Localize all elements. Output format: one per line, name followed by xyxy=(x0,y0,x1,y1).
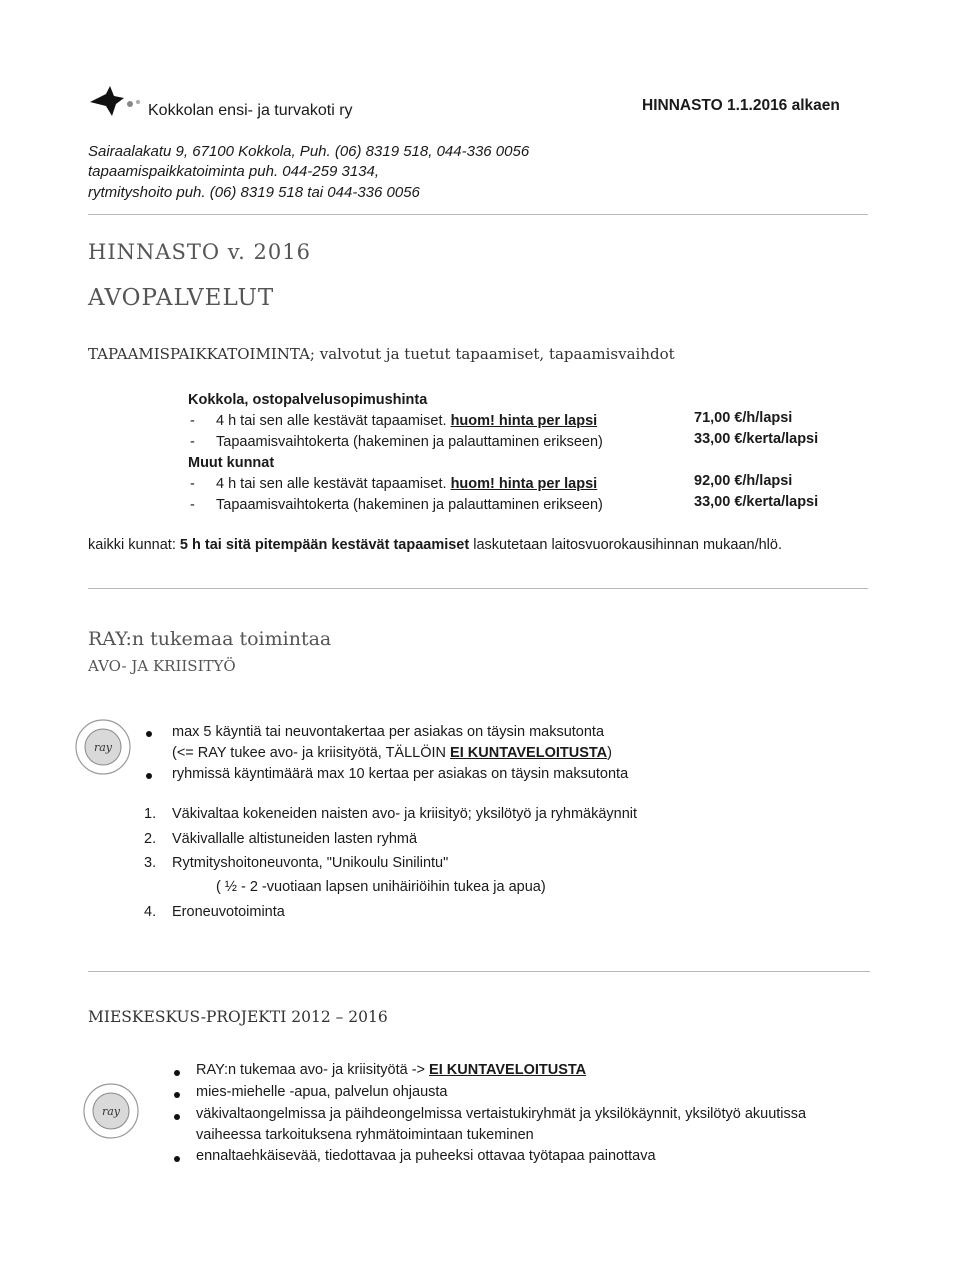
dash: - xyxy=(190,434,195,450)
logo xyxy=(88,84,148,120)
bullet xyxy=(174,1114,180,1120)
item-number: 1. xyxy=(144,806,157,822)
footer-prefix: kaikki kunnat: xyxy=(88,537,180,553)
ray-subheading: AVO- JA KRIISITYÖ xyxy=(88,657,236,675)
address-line-3: rytmityshoito puh. (06) 8319 518 tai 044-336 0056 xyxy=(88,184,420,201)
ray-bullet-1-line-1: max 5 käyntiä tai neuvontakertaa per asiakas on täysin maksutonta xyxy=(172,724,605,740)
price-3: 92,00 €/h/lapsi xyxy=(694,473,793,489)
dash: - xyxy=(190,497,195,513)
bullet xyxy=(174,1156,180,1162)
item-text: Eroneuvotoiminta xyxy=(172,904,285,920)
row-text: Tapaamisvaihtokerta (hakeminen ja palauttaminen erikseen) xyxy=(216,497,603,513)
item-text: Väkivallalle altistuneiden lasten ryhmä xyxy=(172,831,418,847)
ray-badge-icon xyxy=(74,718,132,776)
ray-badge-text: ray xyxy=(93,741,113,754)
row-text: 4 h tai sen alle kestävät tapaamiset. xyxy=(216,476,447,492)
footer-suffix: laskutetaan laitosvuorokausihinnan mukaan/hlö. xyxy=(469,537,782,553)
dash: - xyxy=(190,413,195,429)
line-suffix: ) xyxy=(607,745,612,761)
no-billing-emph: EI KUNTAVELOITUSTA xyxy=(429,1062,587,1078)
mies-bullet-2: mies-miehelle -apua, palvelun ohjausta xyxy=(196,1084,448,1100)
mies-bullet-1 xyxy=(196,1062,586,1078)
mies-bullet-4: ennaltaehkäisevää, tiedottavaa ja puheeksi ottavaa työtapaa painottava xyxy=(196,1148,656,1164)
bullet xyxy=(174,1070,180,1076)
bird-logo-icon xyxy=(88,84,148,120)
numbered-item-4 xyxy=(144,904,285,920)
address-line-2: tapaamispaikkatoiminta puh. 044-259 3134, xyxy=(88,163,380,180)
ray-badge-text: ray xyxy=(101,1105,121,1118)
tapaamis-row-2 xyxy=(190,434,603,450)
org-name: Kokkolan ensi- ja turvakoti ry xyxy=(148,102,353,119)
address-line-1: Sairaalakatu 9, 67100 Kokkola, Puh. (06) 8319 518, 044-336 0056 xyxy=(88,143,530,160)
ray-bullet-2: ryhmissä käyntimäärä max 10 kertaa per asiakas on täysin maksutonta xyxy=(172,766,629,782)
item-number: 2. xyxy=(144,831,157,847)
tapaamis-row-4 xyxy=(190,497,603,513)
footer-bold: 5 h tai sitä pitempään kestävät tapaamiset xyxy=(179,537,470,553)
line-prefix: (<= RAY tukee avo- ja kriisityötä, TÄLLÖIN xyxy=(172,745,451,761)
ray-bullet-1-line-2 xyxy=(172,745,612,761)
muut-kunnat-label: Muut kunnat xyxy=(188,455,275,471)
numbered-item-3 xyxy=(144,855,448,871)
divider xyxy=(88,588,868,589)
item-text: Väkivaltaa kokeneiden naisten avo- ja kriisityö; yksilötyö ja ryhmäkäynnit xyxy=(172,806,638,822)
avopalvelut-title: AVOPALVELUT xyxy=(88,285,275,311)
ray-logo-icon xyxy=(74,718,132,776)
hinnasto-title: HINNASTO v. 2016 xyxy=(88,240,311,264)
price-note: huom! hinta per lapsi xyxy=(450,476,598,492)
item-number: 4. xyxy=(144,904,157,920)
bullet xyxy=(174,1092,180,1098)
price-2: 33,00 €/kerta/lapsi xyxy=(694,431,819,447)
tapaamis-heading: TAPAAMISPAIKKATOIMINTA; valvotut ja tuetut tapaamiset, tapaamisvaihdot xyxy=(88,345,675,363)
numbered-item-3-detail xyxy=(216,879,546,895)
ray-logo-icon xyxy=(82,1082,140,1140)
mies-bullet-3-line-1: väkivaltaongelmissa ja päihdeongelmissa vertaistukiryhmät ja yksilökäynnit, yksilötyö akuutissa xyxy=(196,1106,807,1122)
price-note: huom! hinta per lapsi xyxy=(450,413,598,429)
row-text: 4 h tai sen alle kestävät tapaamiset. xyxy=(216,413,447,429)
numbered-item-1 xyxy=(144,806,637,822)
no-billing-emph: EI KUNTAVELOITUSTA xyxy=(450,745,608,761)
tapaamis-footer xyxy=(88,537,782,553)
price-4: 33,00 €/kerta/lapsi xyxy=(694,494,819,510)
ray-heading: RAY:n tukemaa toimintaa xyxy=(88,628,332,650)
tapaamis-row-3 xyxy=(190,476,597,492)
price-list-date: HINNASTO 1.1.2016 alkaen xyxy=(642,97,840,114)
row-text: Tapaamisvaihtokerta (hakeminen ja palauttaminen erikseen) xyxy=(216,434,603,450)
bullet xyxy=(146,731,152,737)
line-prefix: RAY:n tukemaa avo- ja kriisityötä -> xyxy=(196,1062,430,1078)
ray-badge-icon xyxy=(82,1082,140,1140)
item-text: ( ½ - 2 -vuotiaan lapsen unihäiriöihin tukea ja apua) xyxy=(216,879,546,895)
divider xyxy=(88,971,870,972)
divider xyxy=(88,214,868,215)
tapaamis-row-1 xyxy=(190,413,597,429)
dash: - xyxy=(190,476,195,492)
numbered-item-2 xyxy=(144,831,417,847)
mies-bullet-3-line-2: vaiheessa tarkoituksena ryhmätoimintaan tukeminen xyxy=(196,1127,534,1143)
price-1: 71,00 €/h/lapsi xyxy=(694,410,793,426)
mieskeskus-heading: MIESKESKUS-PROJEKTI 2012 – 2016 xyxy=(88,1008,388,1026)
item-text: Rytmityshoitoneuvonta, "Unikoulu Sinilintu" xyxy=(172,855,449,871)
kokkola-label: Kokkola, ostopalvelusopimushinta xyxy=(188,392,428,408)
bullet xyxy=(146,773,152,779)
item-number: 3. xyxy=(144,855,157,871)
